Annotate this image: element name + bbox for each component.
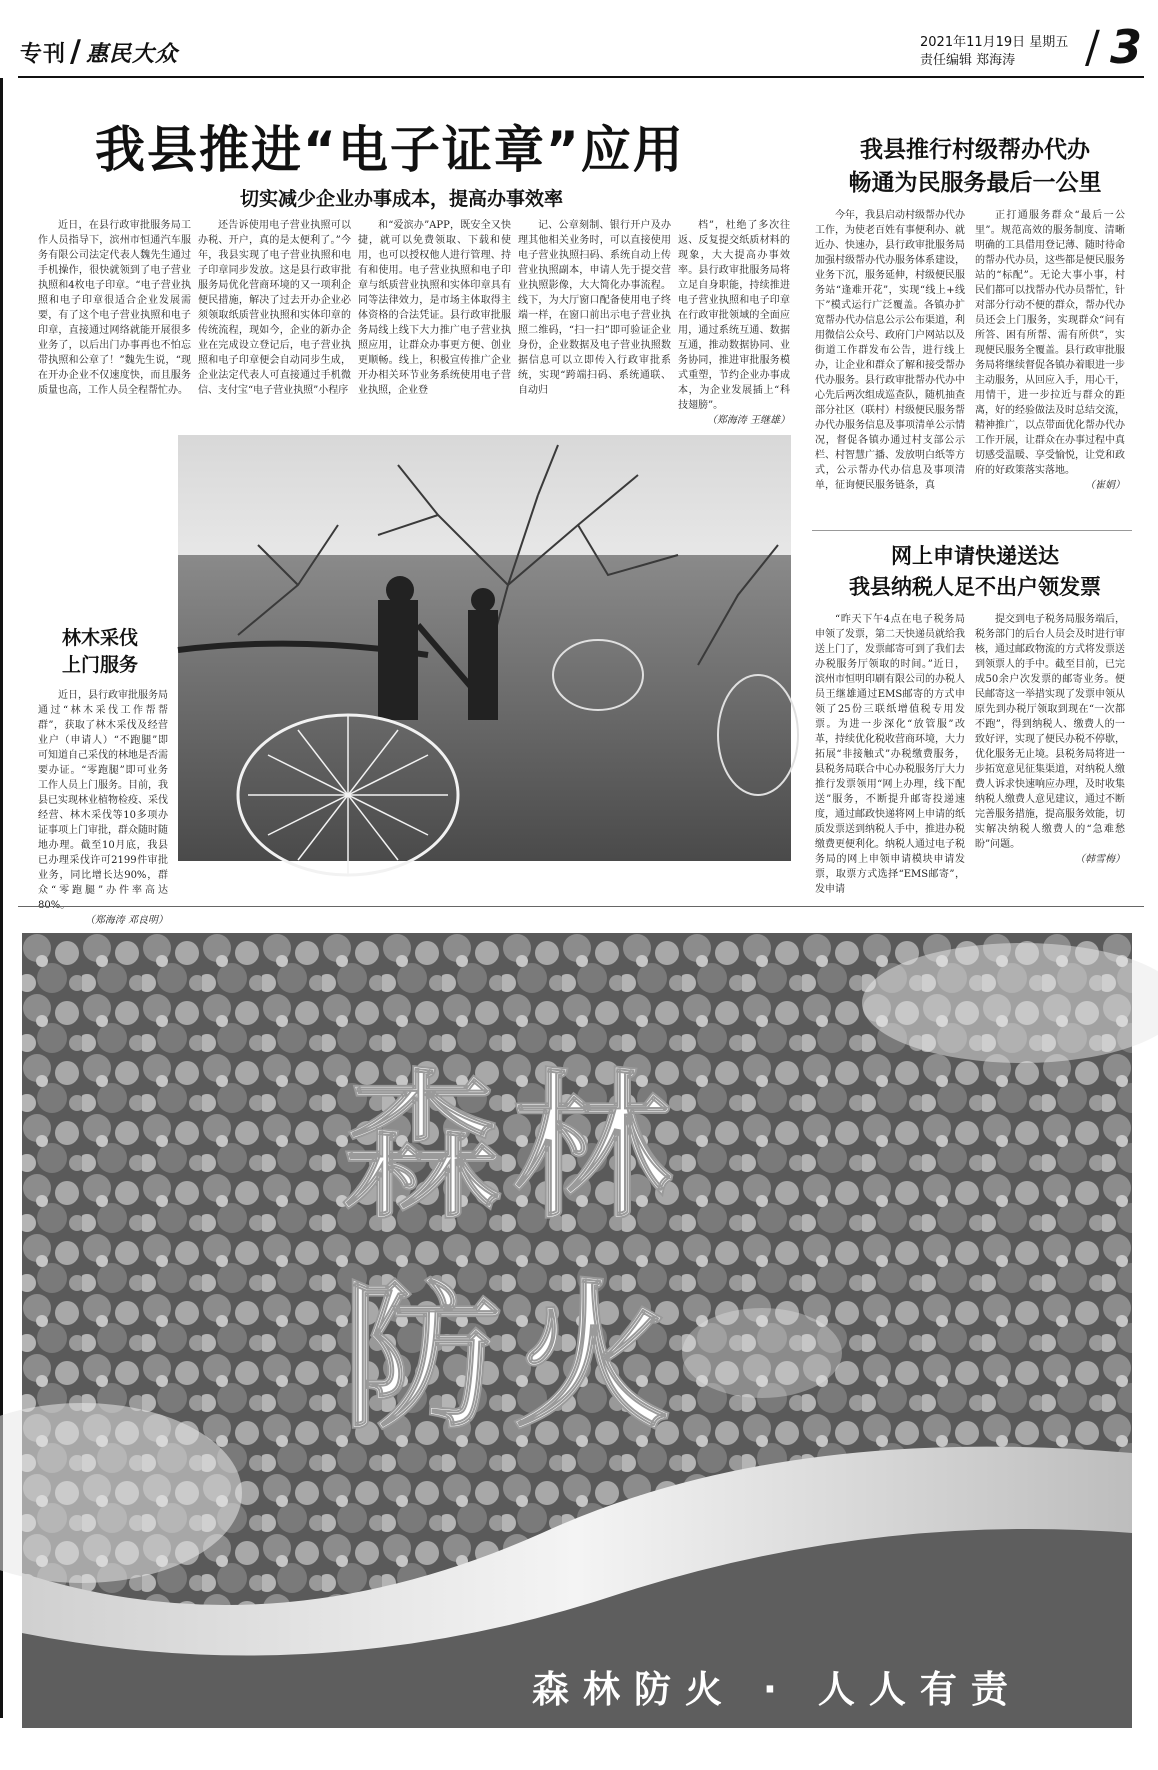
banner-title-char-3: 防 bbox=[341, 1264, 503, 1451]
right-article-1-headline: 我县推行村级帮办代办 畅通为民服务最后一公里 bbox=[848, 136, 1102, 196]
right-article-2-headline: 网上申请快递送达 我县纳税人足不出户领发票 bbox=[849, 543, 1101, 599]
section-label: 专刊 bbox=[20, 41, 67, 67]
banner-slogan: 森林防火 · 人人有责 bbox=[532, 1668, 1022, 1711]
right-article-2-byline: （韩雪梅） bbox=[1075, 854, 1125, 865]
main-article-column-5: 档”，杜绝了多次往返、反复提交纸质材料的现象，大大提高办事效率。县行政审批服务局将立足自身职能，持续推进电子营业执照和电子印章在行政审批领域的全面应用，通过系统互通、数据互通，推动数据协同、业务协同，推进审批服务模式重塑，节约企业办事成本，为企业发展插上“科技翅膀”。 （郑海涛 王继雄） bbox=[678, 220, 790, 426]
right-article-1-column-2: 正打通服务群众“最后一公里”。规范高效的服务制度、清晰明确的工具借用登记薄、随时待命的帮办代办员，这些都是便民服务站的“标配”。无论大事小事，村民们都可以找帮办代办员帮忙，针对部分行动不便的群众，帮办代办员还会上门服务，实现群众“问有所答、困有所帮、需有所供”，实现便民服务全覆盖。县行政审批服务局将继续督促各镇办着眼进一步主动服务，从回应入手，用心干，用情干，进一步拉近与群众的距离，好的经验做法及时总结交流，精神推广，以点带面优化帮办代办工作开展，让群众在办事过程中真切感受温暖、享受愉悦，让党和政府的好政策落实落地。 （崔娟） bbox=[975, 210, 1125, 491]
masthead-rule bbox=[18, 76, 1144, 78]
page-slash: / bbox=[1085, 22, 1100, 73]
forest-fire-prevention-banner bbox=[22, 933, 1132, 1728]
left-article-headline: 林木采伐 上门服务 bbox=[61, 627, 138, 676]
issue-date: 2021年11月19日 星期五 bbox=[920, 35, 1069, 50]
masthead-slash: / bbox=[70, 34, 82, 69]
main-headline: 我县推进“电子证章”应用 bbox=[95, 121, 685, 179]
left-article-body: 近日，县行政审批服务局通过“林木采伐工作帮帮群”，获取了林木采伐及经营业户（申请人）“不跑腿”即可知道自己采伐的林地是否需要办证。“零跑腿”即可业务工作人员上门服务。目前，我县已实现林业植物检疫、采伐经营、林木采伐等10多项办证事项上门审批，群众随时随地办理。截至10月底，我县已办理采伐许可2199件审批业务，同比增长达90%，群众“零跑腿”办件率高达 （郑海涛 邓良明） bbox=[38, 690, 168, 926]
banner-title-char-2: 林 bbox=[511, 1054, 673, 1241]
main-article-column-4: 记、公章刻制、银行开户及办理其他相关业务时，可以直接使用电子营业执照扫码、系统自动上传营业执照副本，申请人先于提交营业执照影像，大大简化办事流程。线下，为大厅窗口配备使用电子终端一样，在窗口前出示电子营业执照二维码，“扫一扫”即可验证企业身份，企业数据及电子营业执照数据信息可以立即传入行政审批系统，实现“跨端扫码、系统通联、自动归 bbox=[518, 220, 671, 396]
main-subheadline: 切实减少企业办事成本，提高办事效率 bbox=[240, 188, 564, 210]
right-column-divider bbox=[812, 530, 1132, 531]
right-article-1-byline: （崔娟） bbox=[1085, 480, 1125, 491]
main-article-column-2: 还告诉使用电子营业执照可以办税、开户，真的是太便利了。”今年，我县实现了电子营业执照和电子印章同步发放。这是县行政审批服务局优化营商环境的又一项利企便民措施，解决了过去开办企业必须领取纸质营业执照和实体印章的传统流程，现如今，企业的新办企业在完成设立登记后，电子营业执照和电子印章便会自动同步生成，企业法定代表人可直接通过手机微信、支付宝“电子营业执照”小程序 bbox=[198, 220, 351, 396]
section-rule bbox=[18, 906, 1144, 907]
banner-title-char-4: 火 bbox=[511, 1264, 673, 1451]
masthead-section bbox=[20, 34, 178, 69]
column-label: 惠民大众 bbox=[85, 41, 178, 67]
photo-illustration bbox=[178, 435, 791, 861]
page-number: 3 bbox=[1110, 20, 1143, 74]
main-article-byline: （郑海涛 王继雄） bbox=[706, 415, 790, 426]
main-article-column-1: 近日，在县行政审批服务局工作人员指导下，滨州市恒通汽车服务有限公司法定代表人魏先生通过手机操作，很快就领到了电子营业执照和4枚电子印章。“电子营业执照和电子印章很适合企业发展需要，有了这个电子营业执照和电子印章，直接通过网络就能开展很多业务了，以后出门办事再也不怕忘带执照和公章了！”魏先生说，“现在开办企业不仅速度快，而且服务质量也高，工作人员全程帮忙办。 bbox=[38, 220, 191, 396]
left-article-byline: （郑海涛 邓良明） bbox=[84, 915, 168, 926]
news-photo-tree-felling bbox=[178, 435, 791, 861]
main-article-column-3: 和“爱滨办”APP，既安全又快捷，就可以免费领取、下载和使用，也可以授权他人进行管理、持有和使用。电子营业执照和电子印章与纸质营业执照和实体印章具有同等法律效力，是市场主体取得主体资格的合法凭证。县行政审批服务局线上线下大力推广电子营业执照应用，让群众办事更方便、创业更顺畅。线上，积极宣传推广企业开办相关环节业务系统使用电子营业执照，企业登 bbox=[358, 220, 511, 396]
responsible-editor: 责任编辑 郑海涛 bbox=[920, 53, 1016, 68]
right-article-2-column-2: 提交到电子税务局服务端后，税务部门的后台人员会及时进行审核，通过邮政物流的方式将发票送到领票人的手中。截至目前，已完成50余户次发票的邮寄业务。便民邮寄这一举措实现了发票申领从原先到办税厅领取到现在“一次都不跑”，得到纳税人、缴费人的一致好评，实现了便民办税不停歇，优化服务无止境。县税务局将进一步拓宽意见征集渠道，对纳税人缴费人诉求快速响应办理，及时收集纳税人缴费人意见建议，通过不断完善服务措施，提高服务效能，切实解决纳税人缴费人的“急难愁盼”问题。 （韩雪梅） bbox=[975, 614, 1125, 865]
right-article-2-column-1: “昨天下午4点在电子税务局申领了发票，第二天快递员就给我送上门了，发票邮寄可到了我们去办税服务厅领取的时间。”近日，滨州市恒明印刷有限公司的办税人员王继雄通过EMS邮寄的方式申领了25份三联纸增值税专用发票。为进一步深化“放管服”改革，持续优化税收营商环境，大力拓展“非接触式”办税缴费服务，县税务局联合中心办税服务厅大力推行发票领用“网上办理，线下配送”服务，不断提升邮寄投递速度，通过邮政快递将网上申请的纸质发票送到纳税人手中，推进办税缴费更便利化。纳税人通过电子税务局的网上申领申请模块申请发票，取票方式选择“EMS邮寄”，发申请 bbox=[815, 614, 965, 895]
masthead-info bbox=[920, 34, 1068, 70]
forest-aerial-image bbox=[22, 933, 1132, 1728]
banner-title-char-1: 森 bbox=[341, 1054, 503, 1241]
right-article-1-column-1: 今年，我县启动村级帮办代办工作，为使老百姓有事便利办、就近办、快速办，县行政审批服务局加强村级帮办代办服务体系建设，业务下沉，服务延伸，村级便民服务站“逢难开花”，实现“线上+线下”模式运行广泛覆盖。各镇办扩宽帮办代办信息公示公布渠道，利用微信公众号、政府门户网站以及街道工作群发布公告，进行线上办，让企业和群众了解和接受帮办代办服务。县行政审批帮办代办中心先后两次组成巡查队，随机抽查部分社区（联村）村级便民服务帮办代办服务信息及事项清单公示情况，督促各镇办通过村支部公示栏、村智慧广播、发放明白纸等方式，公示帮办代办信息及事项清单，征询便民服务链条，真 bbox=[815, 210, 965, 491]
